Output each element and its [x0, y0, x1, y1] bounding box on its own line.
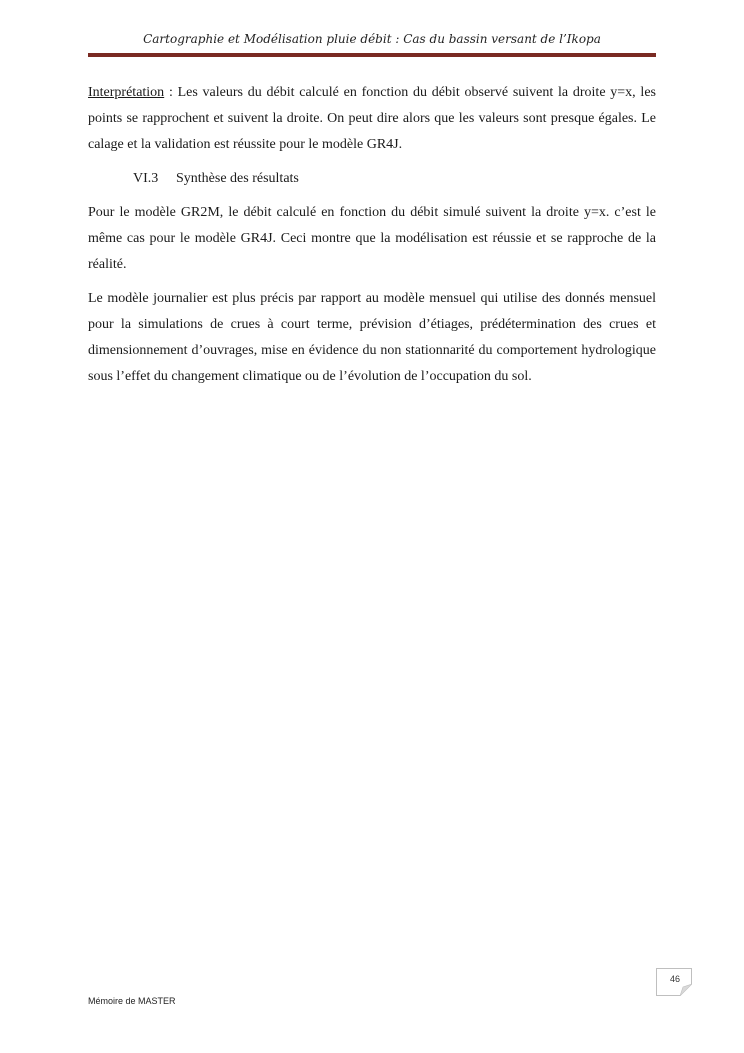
running-header: Cartographie et Modélisation pluie débit : Cas du bassin versant de l’Ikopa	[143, 32, 601, 46]
page-curl-icon	[680, 984, 692, 996]
section-heading	[88, 166, 656, 192]
page-number: 46	[669, 974, 680, 984]
interpretation-paragraph	[88, 80, 656, 158]
page-content	[88, 80, 656, 398]
synthesis-paragraph-2: Le modèle journalier est plus précis par rapport au modèle mensuel qui utilise des donnés mensuel pour la simulations de crues à court terme, prévision d’étiages, prédétermination des crues et dimensionnement d’ouvrages, mise en évidence du non stationnarité du comportement hydrologique sous l’effet du changement climatique ou de l’évolution de l’occupation du sol.	[88, 291, 656, 384]
footer-label: Mémoire de MASTER	[88, 996, 176, 1006]
header-rule	[88, 53, 656, 57]
synthesis-paragraph-1: Pour le modèle GR2M, le débit calculé en fonction du débit simulé suivent la droite y=x. c’est le même cas pour le modèle GR4J. Ceci montre que la modélisation est réussie et se rapproche de la réalité.	[88, 205, 656, 272]
interpretation-text: : Les valeurs du débit calculé en fonction du débit observé suivent la droite y=x, les points se rapprochent et suivent la droite. On peut dire alors que les valeurs sont presque égales. Le calage et la validation est réussite pour le modèle GR4J.	[88, 85, 656, 152]
page-number-box	[656, 968, 692, 996]
section-title: Synthèse des résultats	[176, 171, 299, 186]
section-number: VI.3	[133, 171, 159, 186]
interpretation-label: Interprétation	[88, 85, 165, 100]
